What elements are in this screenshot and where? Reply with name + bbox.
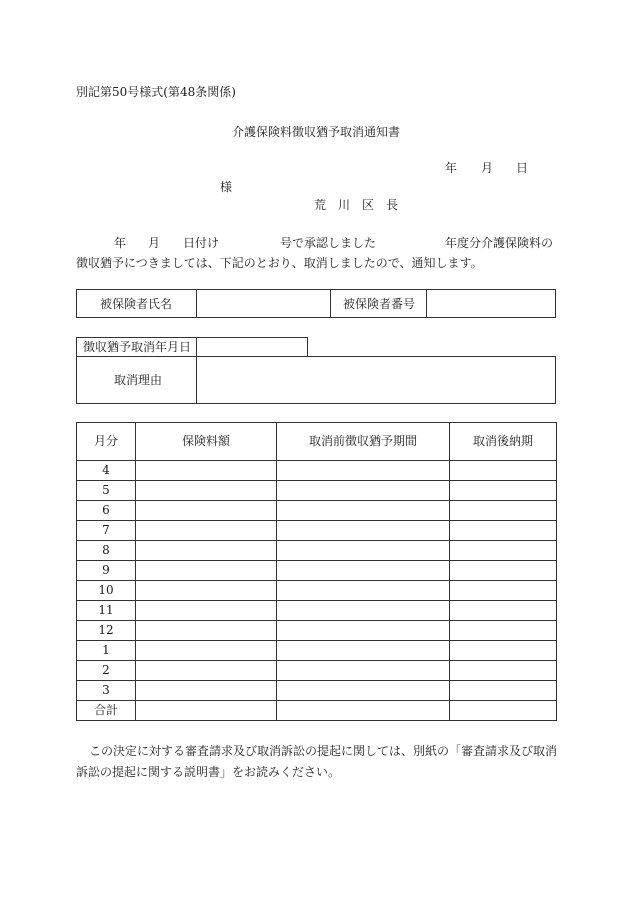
period-cell[interactable] [277,661,450,681]
month-cell: 6 [77,501,136,521]
cancellation-divider [196,337,197,404]
premium-cell[interactable] [136,641,277,661]
body-year-label: 年 [114,236,127,250]
table-row [77,681,557,701]
period-cell[interactable] [277,561,450,581]
date-day-label: 日 [516,161,529,175]
period-cell[interactable] [277,481,450,501]
table-row [77,521,557,541]
table-row [77,641,557,661]
month-cell: 3 [77,681,136,701]
month-cell: 9 [77,561,136,581]
date-month-label: 月 [481,161,494,175]
period-cell[interactable] [277,461,450,481]
body-month-label: 月 [148,236,161,250]
cancellation-reason-field[interactable] [198,358,554,402]
table-row [77,601,557,621]
total-period-cell[interactable] [277,701,450,721]
due-cell[interactable] [450,481,557,501]
addressee-suffix: 様 [220,180,233,194]
due-cell[interactable] [450,521,557,541]
table-row [77,461,557,481]
table-row [77,581,557,601]
month-cell: 12 [77,621,136,641]
due-cell[interactable] [450,461,557,481]
date-year-label: 年 [445,161,458,175]
header-premium-amount: 保険料額 [136,423,277,461]
period-cell[interactable] [277,521,450,541]
total-label: 合計 [77,701,136,721]
period-cell[interactable] [277,601,450,621]
period-cell[interactable] [277,501,450,521]
schedule-header-row [77,423,557,461]
month-cell: 7 [77,521,136,541]
table-row [77,561,557,581]
issuer: 荒 川 区 長 [314,198,399,212]
insured-divider-1 [196,289,197,318]
month-cell: 10 [77,581,136,601]
premium-cell[interactable] [136,501,277,521]
cancellation-date-label: 徴収猶予取消年月日 [83,340,192,354]
table-row [77,621,557,641]
due-cell[interactable] [450,641,557,661]
premium-cell[interactable] [136,581,277,601]
insured-divider-3 [426,289,427,318]
cancellation-reason-label: 取消理由 [114,373,163,387]
month-cell: 1 [77,641,136,661]
period-cell[interactable] [277,541,450,561]
total-row [77,701,557,721]
insured-number-label: 被保険者番号 [343,297,416,311]
month-cell: 5 [77,481,136,501]
premium-cell[interactable] [136,681,277,701]
footer-note-line-2: 訴訟の提起に関する説明書」をお読みください。 [76,765,341,779]
cancellation-date-field[interactable] [198,339,306,355]
due-cell[interactable] [450,661,557,681]
premium-cell[interactable] [136,601,277,621]
due-cell[interactable] [450,601,557,621]
month-cell: 2 [77,661,136,681]
premium-cell[interactable] [136,661,277,681]
footer-note-line-1: この決定に対する審査請求及び取消訴訟の提起に関しては、別紙の「審査請求及び取消 [89,744,558,758]
premium-cell[interactable] [136,541,277,561]
due-cell[interactable] [450,501,557,521]
due-cell[interactable] [450,621,557,641]
document-title: 介護保険料徴収猶予取消通知書 [232,125,401,139]
month-cell: 4 [77,461,136,481]
table-row [77,501,557,521]
due-cell[interactable] [450,681,557,701]
period-cell[interactable] [277,621,450,641]
body-fiscal-label: 年度分介護保険料の [445,236,554,250]
due-cell[interactable] [450,581,557,601]
month-cell: 8 [77,541,136,561]
schedule-table [76,422,557,721]
premium-cell[interactable] [136,561,277,581]
insured-name-label: 被保険者氏名 [100,297,173,311]
premium-cell[interactable] [136,461,277,481]
table-row [77,541,557,561]
premium-cell[interactable] [136,481,277,501]
month-cell: 11 [77,601,136,621]
total-premium-cell[interactable] [136,701,277,721]
due-cell[interactable] [450,541,557,561]
period-cell[interactable] [277,681,450,701]
body-line-2: 徴収猶予につきましては、下記のとおり、取消しましたので、通知します。 [76,256,483,270]
insured-divider-2 [330,289,331,318]
header-month: 月分 [77,423,136,461]
header-deferral-period: 取消前徴収猶予期間 [277,423,450,461]
body-number-label: 号で承認しました [280,236,377,250]
insured-name-field[interactable] [198,291,328,316]
total-due-cell[interactable] [450,701,557,721]
period-cell[interactable] [277,641,450,661]
period-cell[interactable] [277,581,450,601]
premium-cell[interactable] [136,621,277,641]
table-row [77,661,557,681]
premium-cell[interactable] [136,521,277,541]
header-due-date: 取消後納期 [450,423,557,461]
table-row [77,481,557,501]
form-number: 別記第50号様式(第48条関係) [76,85,236,99]
due-cell[interactable] [450,561,557,581]
insured-number-field[interactable] [428,291,554,316]
body-dated-label: 日付け [183,236,220,250]
